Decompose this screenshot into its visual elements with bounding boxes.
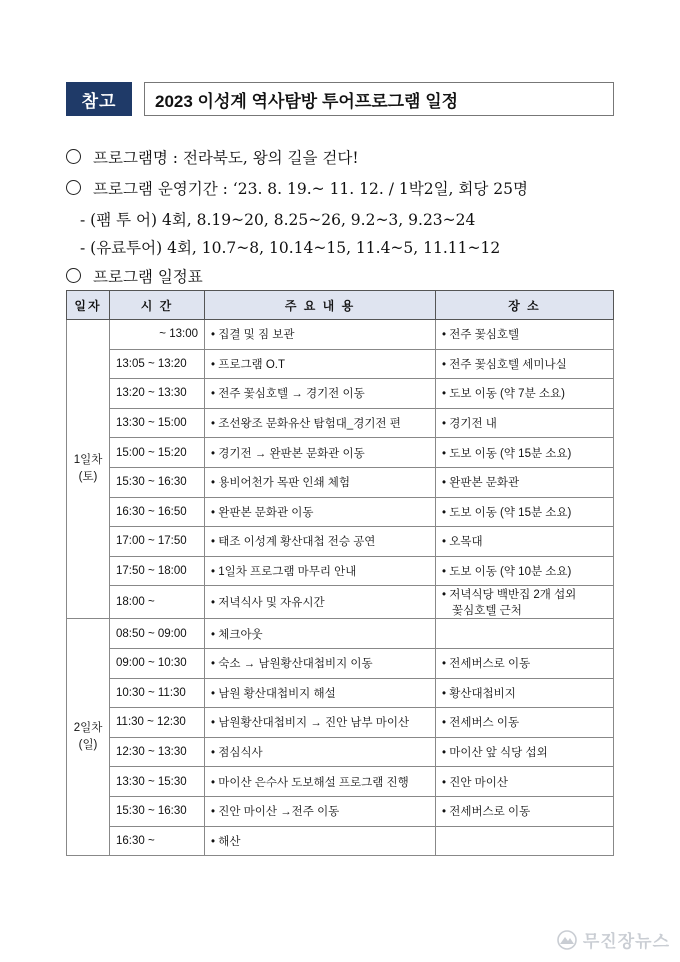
time-cell: 16:30 ~ 16:50 bbox=[110, 497, 205, 527]
circle-bullet-icon bbox=[66, 149, 81, 164]
table-row bbox=[67, 737, 614, 767]
table-row bbox=[67, 527, 614, 557]
content-cell: • 체크아웃 bbox=[205, 619, 436, 649]
circle-bullet-icon bbox=[66, 180, 81, 195]
table-row bbox=[67, 767, 614, 797]
content-cell: • 용비어천가 목판 인쇄 체험 bbox=[205, 467, 436, 497]
time-cell: 13:05 ~ 13:20 bbox=[110, 349, 205, 379]
content-cell: • 전주 꽃심호텔 → 경기전 이동 bbox=[205, 379, 436, 409]
place-cell: • 전세버스로 이동 bbox=[436, 796, 614, 826]
table-row bbox=[67, 796, 614, 826]
day-label: 1일차 bbox=[73, 453, 103, 466]
day-weekday: (토) bbox=[78, 471, 98, 484]
table-row bbox=[67, 379, 614, 409]
time-cell: 13:30 ~ 15:00 bbox=[110, 408, 205, 438]
time-cell: 17:50 ~ 18:00 bbox=[110, 556, 205, 586]
place-cell: • 진안 마이산 bbox=[436, 767, 614, 797]
place-cell: • 전주 꽃심호텔 bbox=[436, 320, 614, 350]
content-cell: • 진안 마이산 →전주 이동 bbox=[205, 796, 436, 826]
reference-badge: 참고 bbox=[66, 82, 132, 116]
time-cell: ~ 13:00 bbox=[110, 320, 205, 350]
mountain-logo-icon bbox=[557, 930, 577, 950]
place-cell bbox=[436, 619, 614, 649]
table-row bbox=[67, 826, 614, 856]
time-cell: 11:30 ~ 12:30 bbox=[110, 708, 205, 738]
place-line: • 저녁식당 백반집 2개 섭외 bbox=[442, 589, 577, 602]
content-cell: • 점심식사 bbox=[205, 737, 436, 767]
time-cell: 08:50 ~ 09:00 bbox=[110, 619, 205, 649]
info-program-name: 프로그램명 : 전라북도, 왕의 길을 걷다! bbox=[66, 146, 359, 168]
table-header-row bbox=[67, 291, 614, 320]
place-cell: • 완판본 문화관 bbox=[436, 467, 614, 497]
table-row bbox=[67, 648, 614, 678]
content-cell: • 조선왕조 문화유산 탐험대_경기전 편 bbox=[205, 408, 436, 438]
table-row bbox=[67, 467, 614, 497]
time-cell: 15:30 ~ 16:30 bbox=[110, 467, 205, 497]
header-content: 주 요 내 용 bbox=[205, 291, 436, 320]
day-weekday: (일) bbox=[78, 739, 98, 752]
day-cell bbox=[67, 619, 110, 856]
info-paid-tour: - (유료투어) 4회, 10.7~8, 10.14~15, 11.4~5, 11.11~12 bbox=[80, 239, 501, 257]
header-place: 장 소 bbox=[436, 291, 614, 320]
content-cell: • 저녁식사 및 자유시간 bbox=[205, 586, 436, 619]
content-cell: • 숙소 → 남원황산대첩비지 이동 bbox=[205, 648, 436, 678]
place-cell: • 전세버스로 이동 bbox=[436, 648, 614, 678]
schedule-table bbox=[66, 290, 614, 856]
time-cell: 17:00 ~ 17:50 bbox=[110, 527, 205, 557]
time-cell: 09:00 ~ 10:30 bbox=[110, 648, 205, 678]
place-cell bbox=[436, 586, 614, 619]
place-cell: • 도보 이동 (약 15분 소요) bbox=[436, 438, 614, 468]
content-cell: • 집결 및 짐 보관 bbox=[205, 320, 436, 350]
content-cell: • 마이산 은수사 도보해설 프로그램 진행 bbox=[205, 767, 436, 797]
place-line: 꽃심호텔 근처 bbox=[452, 605, 522, 618]
table-row bbox=[67, 708, 614, 738]
place-cell: • 도보 이동 (약 7분 소요) bbox=[436, 379, 614, 409]
content-cell: • 프로그램 O.T bbox=[205, 349, 436, 379]
table-row bbox=[67, 619, 614, 649]
content-cell: • 남원황산대첩비지 → 진안 남부 마이산 bbox=[205, 708, 436, 738]
time-cell: 13:20 ~ 13:30 bbox=[110, 379, 205, 409]
watermark bbox=[557, 927, 670, 952]
table-row bbox=[67, 556, 614, 586]
day-cell bbox=[67, 320, 110, 619]
document-title-bar bbox=[66, 82, 614, 116]
time-cell: 10:30 ~ 11:30 bbox=[110, 678, 205, 708]
place-cell: • 도보 이동 (약 10분 소요) bbox=[436, 556, 614, 586]
content-cell: • 남원 황산대첩비지 해설 bbox=[205, 678, 436, 708]
table-row bbox=[67, 678, 614, 708]
place-cell: • 오목대 bbox=[436, 527, 614, 557]
content-cell: • 1일차 프로그램 마무리 안내 bbox=[205, 556, 436, 586]
table-row bbox=[67, 320, 614, 350]
day1-block bbox=[67, 320, 614, 619]
place-cell: • 전주 꽃심호텔 세미나실 bbox=[436, 349, 614, 379]
place-cell: • 전세버스 이동 bbox=[436, 708, 614, 738]
info-period: 프로그램 운영기간 : ‘23. 8. 19.~ 11. 12. / 1박2일, 회당 25명 bbox=[66, 177, 528, 199]
time-cell: 16:30 ~ bbox=[110, 826, 205, 856]
content-cell: • 완판본 문화관 이동 bbox=[205, 497, 436, 527]
watermark-text: 무진장뉴스 bbox=[582, 932, 670, 951]
info-fam-tour: - (팸 투 어) 4회, 8.19~20, 8.25~26, 9.2~3, 9.23~24 bbox=[80, 211, 476, 229]
content-cell: • 경기전 → 완판본 문화관 이동 bbox=[205, 438, 436, 468]
time-cell: 18:00 ~ bbox=[110, 586, 205, 619]
content-cell: • 태조 이성계 황산대첩 전승 공연 bbox=[205, 527, 436, 557]
day2-block bbox=[67, 619, 614, 856]
place-cell bbox=[436, 826, 614, 856]
circle-bullet-icon bbox=[66, 268, 81, 283]
header-time: 시 간 bbox=[110, 291, 205, 320]
place-cell: • 도보 이동 (약 15분 소요) bbox=[436, 497, 614, 527]
content-cell: • 해산 bbox=[205, 826, 436, 856]
table-row bbox=[67, 438, 614, 468]
document-title: 2023 이성계 역사탐방 투어프로그램 일정 bbox=[144, 82, 614, 116]
time-cell: 13:30 ~ 15:30 bbox=[110, 767, 205, 797]
time-cell: 15:00 ~ 15:20 bbox=[110, 438, 205, 468]
table-row bbox=[67, 408, 614, 438]
day-label: 2일차 bbox=[73, 721, 103, 734]
time-cell: 15:30 ~ 16:30 bbox=[110, 796, 205, 826]
place-cell: • 마이산 앞 식당 섭외 bbox=[436, 737, 614, 767]
header-day: 일자 bbox=[67, 291, 110, 320]
place-cell: • 황산대첩비지 bbox=[436, 678, 614, 708]
table-row bbox=[67, 586, 614, 619]
time-cell: 12:30 ~ 13:30 bbox=[110, 737, 205, 767]
table-row bbox=[67, 497, 614, 527]
info-schedule-heading: 프로그램 일정표 bbox=[66, 265, 203, 287]
table-row bbox=[67, 349, 614, 379]
place-cell: • 경기전 내 bbox=[436, 408, 614, 438]
